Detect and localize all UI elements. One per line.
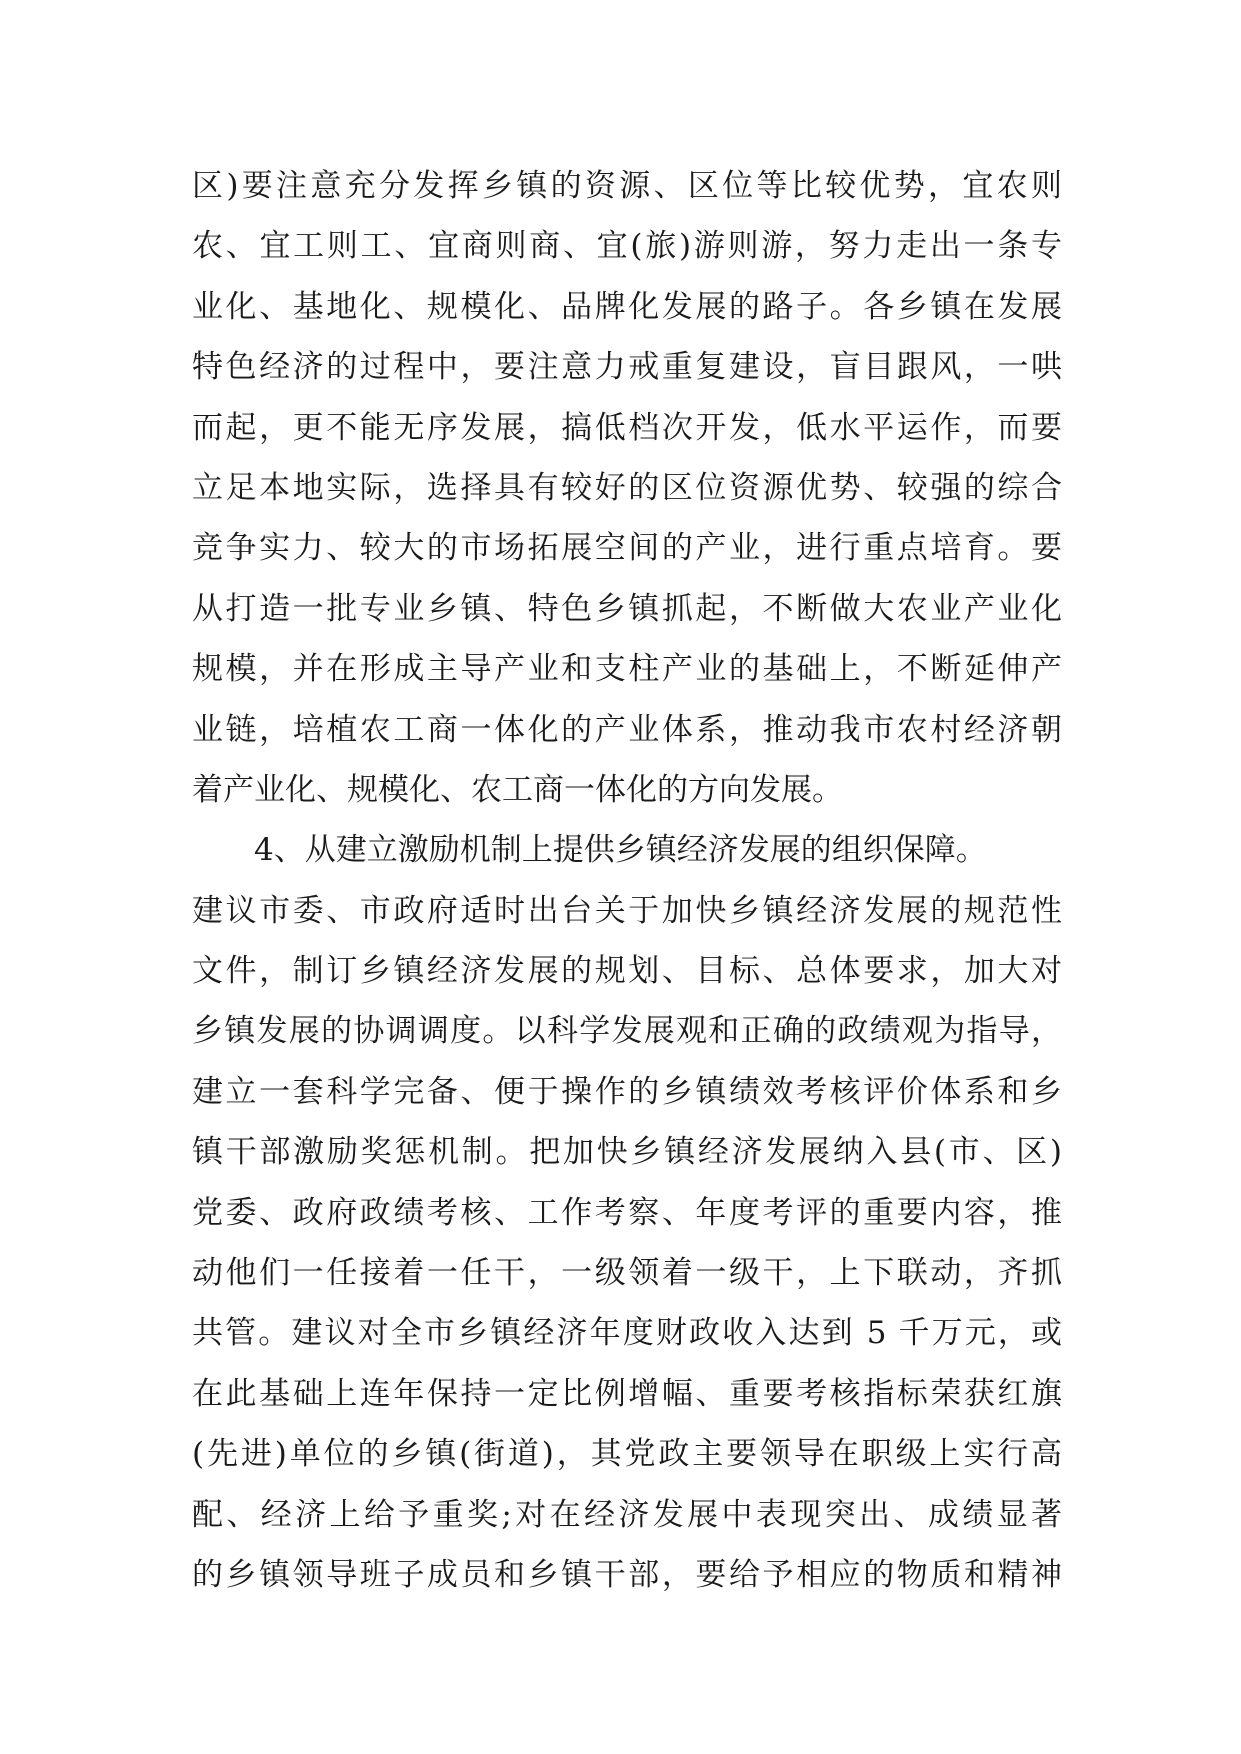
text-line: 从打造一批专业乡镇、特色乡镇抓起，不断做大农业产业化 [192, 590, 1062, 627]
text-line: 区)要注意充分发挥乡镇的资源、区位等比较优势，宜农则 [192, 168, 1062, 204]
text-line: 立足本地实际，选择具有较好的区位资源优势、较强的综合 [192, 469, 1062, 506]
text-line: 业链，培植农工商一体化的产业体系，推动我市农村经济朝 [192, 711, 1062, 748]
text-line: 而起，更不能无序发展，搞低档次开发，低水平运作，而要 [192, 409, 1062, 446]
text-line: 文件，制订乡镇经济发展的规划、目标、总体要求，加大对 [192, 953, 1062, 990]
text-line: 竞争实力、较大的市场拓展空间的产业，进行重点培育。要 [192, 530, 1062, 567]
text-line: 乡镇发展的协调调度。以科学发展观和正确的政绩观为指导， [192, 1013, 1062, 1050]
text-line: 在此基础上连年保持一定比例增幅、重要考核指标荣获红旗 [192, 1375, 1062, 1412]
text-line: 党委、政府政绩考核、工作考察、年度考评的重要内容，推 [192, 1194, 1062, 1231]
text-line: 动他们一任接着一任干，一级领着一级干，上下联动，齐抓 [192, 1255, 1062, 1292]
text-line: 特色经济的过程中，要注意力戒重复建设，盲目跟风，一哄 [192, 349, 1062, 386]
paragraph-end-line: 着产业化、规模化、农工商一体化的方向发展。 [192, 771, 843, 808]
text-line: 农、宜工则工、宜商则商、宜(旅)游则游，努力走出一条专 [192, 228, 1062, 265]
text-line: 规模，并在形成主导产业和支柱产业的基础上，不断延伸产 [192, 651, 1062, 688]
text-line: (先进)单位的乡镇(街道)，其党政主要领导在职级上实行高 [192, 1436, 1062, 1473]
text-line: 业化、基地化、规模化、品牌化发展的路子。各乡镇在发展 [192, 288, 1062, 325]
text-line: 镇干部激励奖惩机制。把加快乡镇经济发展纳入县(市、区) [192, 1134, 1062, 1171]
text-line: 建立一套科学完备、便于操作的乡镇绩效考核评价体系和乡 [192, 1073, 1062, 1110]
text-line: 建议市委、市政府适时出台关于加快乡镇经济发展的规范性 [192, 892, 1062, 929]
text-line: 的乡镇领导班子成员和乡镇干部，要给予相应的物质和精神 [192, 1556, 1062, 1593]
text-line: 共管。建议对全市乡镇经济年度财政收入达到 5 千万元，或 [192, 1315, 1062, 1352]
body-text [192, 156, 1062, 1605]
section-heading-line: 4、从建立激励机制上提供乡镇经济发展的组织保障。 [254, 832, 987, 869]
text-line: 配、经济上给予重奖;对在经济发展中表现突出、成绩显著 [192, 1496, 1062, 1533]
